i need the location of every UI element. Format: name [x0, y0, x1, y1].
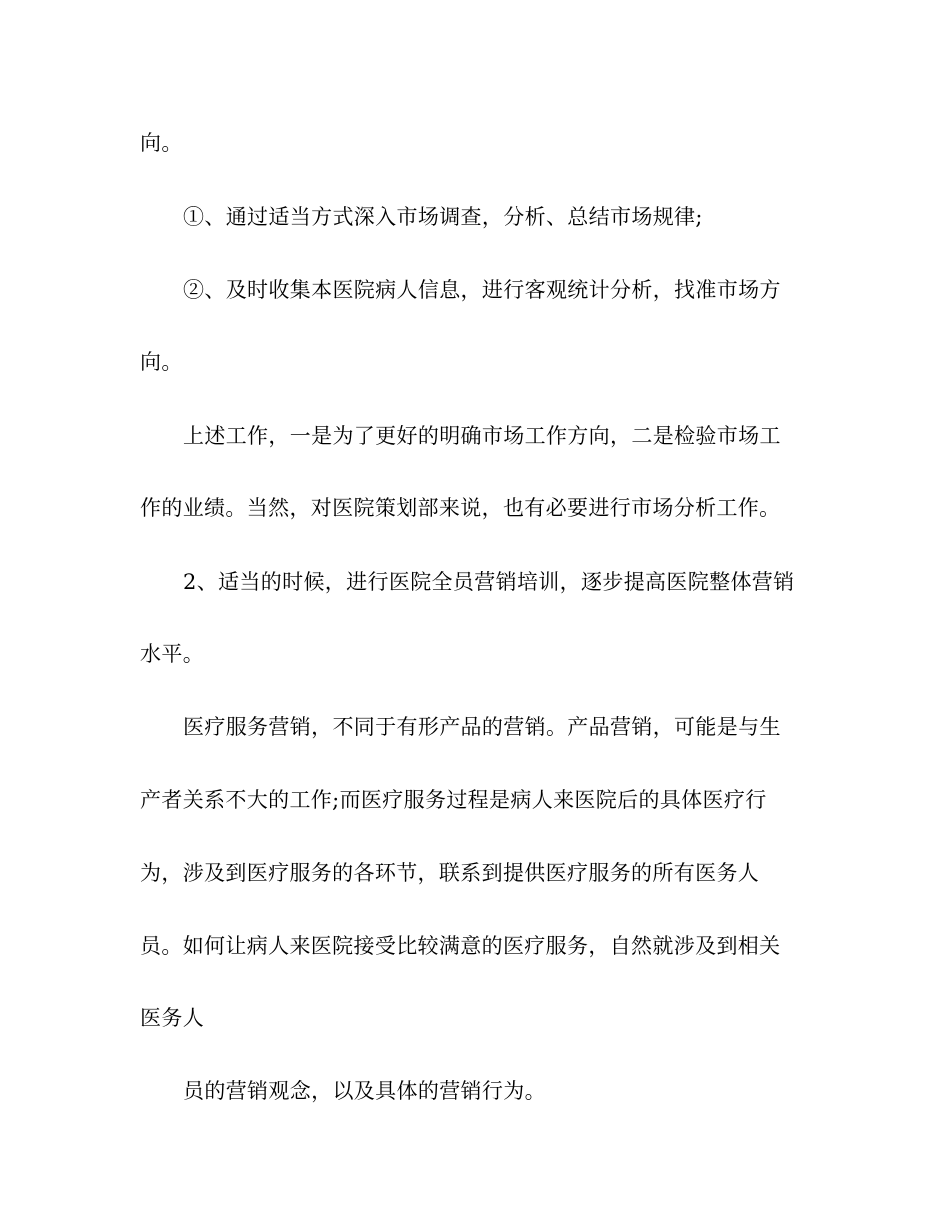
text-line: 向。 — [140, 350, 183, 374]
text-line: 为，涉及到医疗服务的各环节，联系到提供医疗服务的所有医务人 — [140, 861, 760, 885]
text-line: 向。 — [140, 131, 183, 155]
text-line: 2、适当的时候，进行医院全员营销培训，逐步提高医院整体营销 — [183, 570, 795, 594]
text-line: ②、及时收集本医院病人信息，进行客观统计分析，找准市场方 — [183, 278, 781, 302]
text-line: ①、通过适当方式深入市场调查，分析、总结市场规律; — [183, 205, 703, 229]
text-line: 水平。 — [140, 642, 205, 666]
text-line: 上述工作，一是为了更好的明确市场工作方向，二是检验市场工 — [183, 424, 781, 448]
text-line: 作的业绩。当然，对医院策划部来说，也有必要进行市场分析工作。 — [140, 496, 781, 520]
text-line: 医务人 — [140, 1006, 205, 1030]
text-line: 产者关系不大的工作;而医疗服务过程是病人来医院后的具体医疗行 — [140, 788, 767, 812]
text-line: 员。如何让病人来医院接受比较满意的医疗服务，自然就涉及到相关 — [140, 934, 781, 958]
text-line: 员的营销观念，以及具体的营销行为。 — [183, 1079, 546, 1103]
text-line: 医疗服务营销，不同于有形产品的营销。产品营销，可能是与生 — [183, 715, 781, 739]
